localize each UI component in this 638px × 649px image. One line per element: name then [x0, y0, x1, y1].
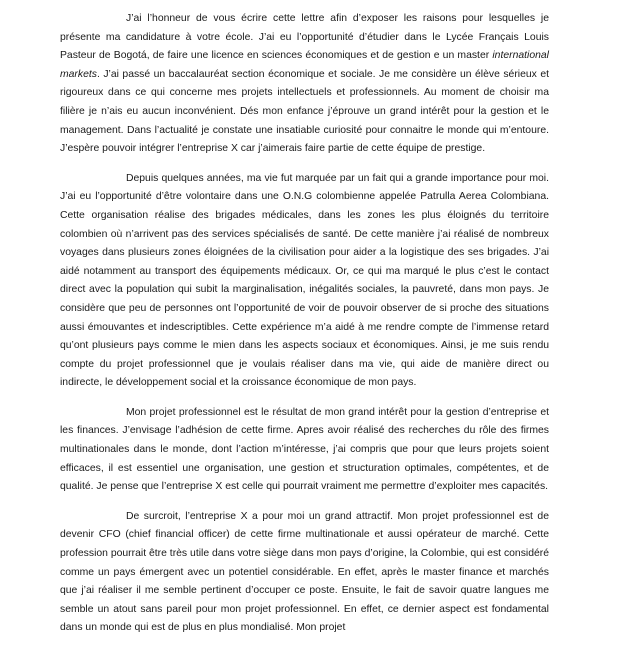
- paragraph-text: Depuis quelques années, ma vie fut marquée par un fait qui a grande importance pour moi. J’ai eu l’opportunité d’être volontaire dans une O.N.G colombienne appelée Patrulla Aerea Colombiana. Cette organisation réalise des brigades médicales, dans les zones les plus éloignés du territoire colombien où n’arrivent pas des services spécialisés de santé. De cette manière j’ai réalisé de nombreux voyages dans plusieurs zones éloignées de la civilisation pour aider a la logistique des ses brigades. J’ai aidé notamment au transport des équipements médicaux. Or, ce qui ma marqué le plus c’est le contact direct avec la population qui subit la marginalisation, inégalités sociales, la pauvreté, dans mon pays. Je considère que peu de personnes ont l’opportunité de voir de pouvoir observer de si proche des situations aussi émouvantes et indescriptibles. Cette expérience m’a aidé à me rendre compte de l’immense retard qu’ont plusieurs pays comme le mien dans les aspects sociaux et économiques. Ainsi, je me suis rendu compte du projet professionnel que je voulais réaliser dans ma vie, qui aide de manière direct ou indirecte, le développement social et la croissance économique de mon pays.: [60, 172, 549, 389]
- paragraph-professional-project: [60, 404, 549, 497]
- paragraph-text: Mon projet professionnel est le résultat de mon grand intérêt pour la gestion d’entreprise et les finances. J’envisage l’adhésion de cette firme. Apres avoir réalisé des recherches du rôle des firmes multinationales dans le monde, dont l’action m’intéresse, j’ai compris que pour que leurs projets soient efficaces, il est essentiel une organisation, une gestion et structuration optimales, compétentes, et de qualité. Je pense que l’entreprise X est celle qui pourrait vraiment me permettre d’exploiter mes capacités.: [60, 406, 549, 493]
- paragraph-text: . J’ai passé un baccalauréat section économique et sociale. Je me considère un élève sérieux et rigoureux dans ce qui concerne mes projets intellectuels et professionnels. Au moment de choisir ma filière je n’ais eu aucun inconvénient. Dés mon enfance j’éprouve un grand intérêt pour la gestion et le management. Dans l’actualité je constate une insatiable curiosité pour connaitre le monde qui m’entoure. J’espère pouvoir intégrer l’entreprise X car j’aimerais faire partie de cette équipe de prestige.: [60, 68, 549, 155]
- letter-body: [60, 10, 549, 649]
- paragraph-intro: [60, 10, 549, 159]
- paragraph-text: De surcroit, l’entreprise X a pour moi un grand attractif. Mon projet professionnel est de devenir CFO (chief financial officer) de cette firme multinationale et aussi opérateur de marché. Cette profession pourrait être très utile dans votre siège dans mon pays d’origine, la Colombie, qui est considéré comme un pays émergent avec un potentiel considérable. En effet, après le master finance et marchés que j’ai réaliser il me semble pertinent d’occuper ce poste. Ensuite, le fait de savoir quatre langues me semble un atout sans pareil pour mon projet professionnel. En effet, ce dernier aspect est fondamental dans un monde qui est de plus en plus mondialisé. Mon projet: [60, 510, 549, 634]
- paragraph-text: J’ai l’honneur de vous écrire cette lettre afin d’exposer les raisons pour lesquelles je présente ma candidature à votre école. J’ai eu l’opportunité d’étudier dans le Lycée Français Louis Pasteur de Bogotá, de faire une licence en sciences économiques et de gestion e un master: [60, 13, 549, 62]
- italic-phrase: international markets: [60, 50, 549, 80]
- paragraph-volunteer-experience: [60, 170, 549, 393]
- paragraph-career-goal: [60, 508, 549, 638]
